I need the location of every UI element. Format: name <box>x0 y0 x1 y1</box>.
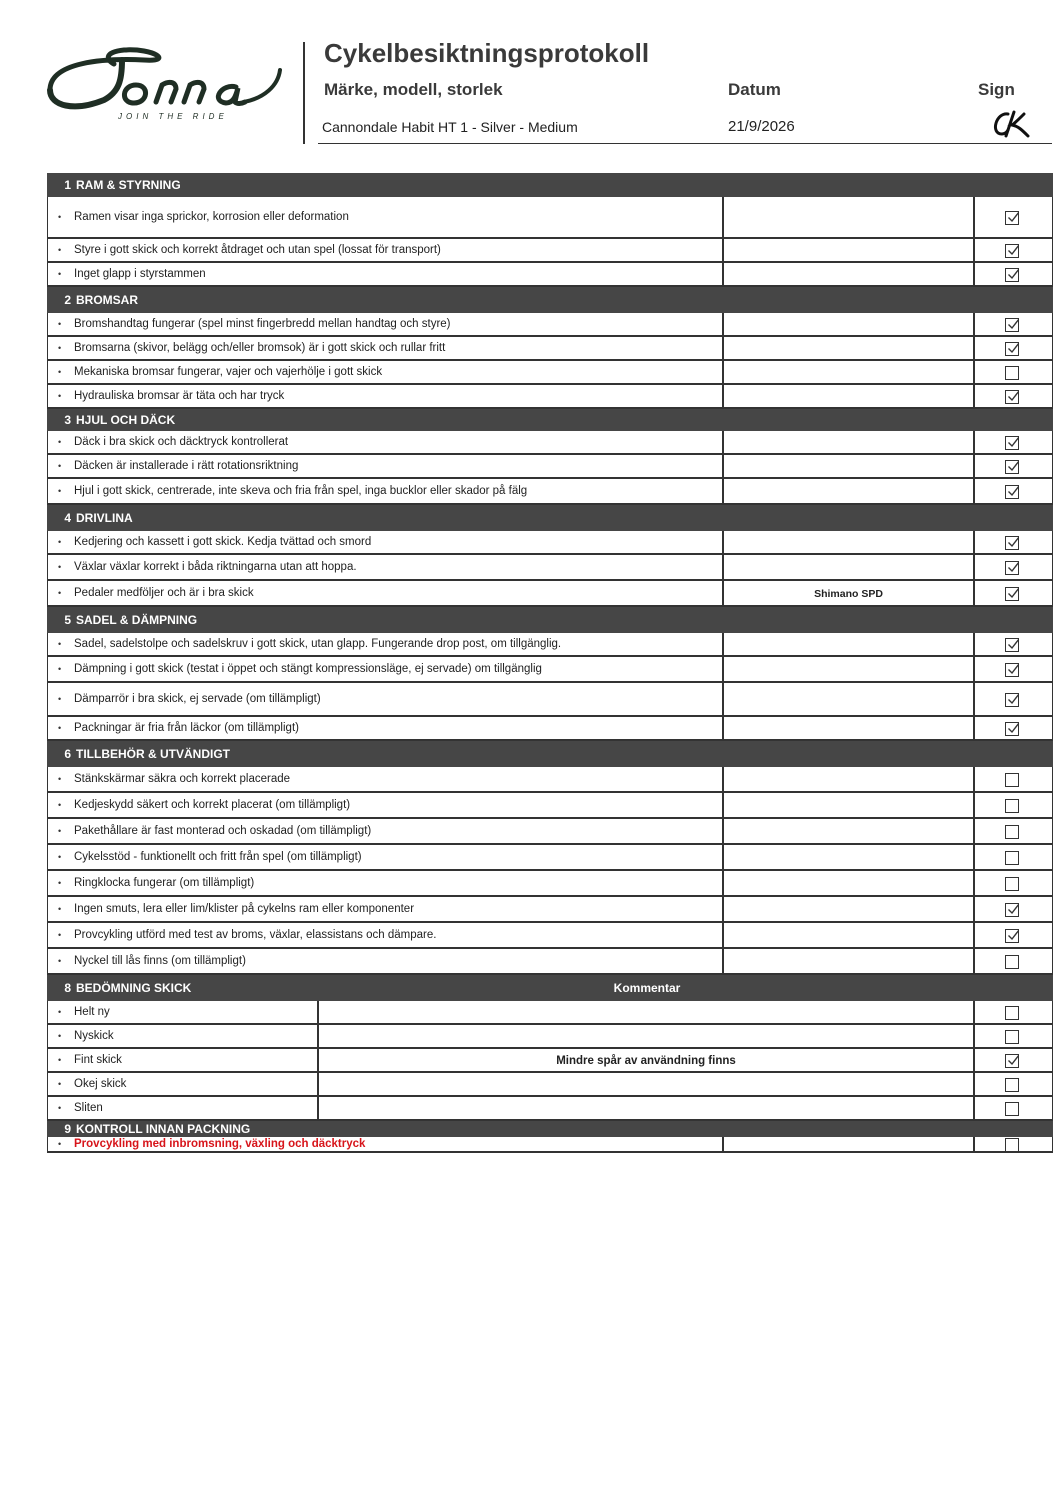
check-cell <box>975 385 1053 409</box>
section-header <box>47 409 1053 431</box>
item-text: Provcykling utförd med test av broms, växlar, elassistans och dämpare. <box>74 929 437 941</box>
value-cell[interactable] <box>319 1097 975 1121</box>
checkbox[interactable] <box>1005 663 1019 677</box>
item-text: Bromsarna (skivor, belägg och/eller bromsok) är i gott skick och rullar fritt <box>74 342 446 354</box>
item-text: Helt ny <box>74 1006 110 1018</box>
value-cell[interactable] <box>724 479 975 505</box>
check-cell <box>975 361 1053 385</box>
check-cell <box>975 1001 1053 1025</box>
section-number: 6 <box>64 747 71 761</box>
check-cell <box>975 949 1053 975</box>
check-cell <box>975 1137 1053 1153</box>
check-cell <box>975 455 1053 479</box>
checkbox[interactable] <box>1005 722 1019 736</box>
check-cell <box>975 683 1053 717</box>
checklist-row <box>47 819 1053 845</box>
value-cell[interactable] <box>724 385 975 409</box>
checklist-row <box>47 949 1053 975</box>
section-title: DRIVLINA <box>76 511 133 525</box>
value-cell[interactable] <box>724 871 975 897</box>
bullet: • <box>58 639 62 649</box>
checkbox[interactable] <box>1005 485 1019 499</box>
section-number: 1 <box>64 178 71 192</box>
bullet: • <box>58 904 62 914</box>
checklist-row <box>47 871 1053 897</box>
check-cell <box>975 1049 1053 1073</box>
section-number: 5 <box>64 613 71 627</box>
value-cell[interactable] <box>724 531 975 555</box>
item-text: Dämparrör i bra skick, ej servade (om tillämpligt) <box>74 693 321 705</box>
bullet: • <box>58 562 62 572</box>
item-text: Sliten <box>74 1102 103 1114</box>
checkbox[interactable] <box>1005 342 1019 356</box>
checklist-row <box>47 793 1053 819</box>
checkbox[interactable] <box>1005 536 1019 550</box>
value-cell[interactable] <box>724 717 975 741</box>
bullet: • <box>58 319 62 329</box>
bullet: • <box>58 664 62 674</box>
bullet: • <box>58 1139 62 1149</box>
brand-logo <box>44 40 284 130</box>
check-cell <box>975 871 1053 897</box>
checklist-row <box>47 767 1053 793</box>
section-title: RAM & STYRNING <box>76 178 181 192</box>
section-number: 4 <box>64 511 71 525</box>
item-text: Nyckel till lås finns (om tillämpligt) <box>74 955 246 967</box>
checklist-row <box>47 531 1053 555</box>
value-cell[interactable] <box>724 683 975 717</box>
check-cell <box>975 845 1053 871</box>
check-cell <box>975 263 1053 287</box>
item-text: Hjul i gott skick, centrerade, inte skeva och fria från spel, inga bucklor eller skador på fälg <box>74 485 528 497</box>
check-cell <box>975 633 1053 657</box>
checkbox[interactable] <box>1005 1078 1019 1092</box>
checkbox[interactable] <box>1005 436 1019 450</box>
bullet: • <box>58 1103 62 1113</box>
item-text: Pedaler medföljer och är i bra skick <box>74 587 254 599</box>
checklist-row <box>47 479 1053 505</box>
checklist-row <box>47 263 1053 287</box>
value-cell[interactable] <box>319 1025 975 1049</box>
check-cell <box>975 431 1053 455</box>
checklist-row <box>47 923 1053 949</box>
section-number: 8 <box>64 981 71 995</box>
bullet: • <box>58 269 62 279</box>
value-cell[interactable] <box>724 949 975 975</box>
checklist-row <box>47 197 1053 239</box>
checklist-row <box>47 845 1053 871</box>
section-number: 9 <box>64 1122 71 1136</box>
checkbox[interactable] <box>1005 825 1019 839</box>
item-text: Stänkskärmar säkra och korrekt placerade <box>74 773 291 785</box>
item-text: Dämpning i gott skick (testat i öppet och stängt kompressionsläge, ej servade) om tillgänglig <box>74 663 542 675</box>
bullet: • <box>58 437 62 447</box>
section-header <box>47 287 1053 313</box>
value-cell[interactable] <box>724 455 975 479</box>
checklist-row <box>47 385 1053 409</box>
checklist-row <box>47 431 1053 455</box>
item-text: Däcken är installerade i rätt rotationsriktning <box>74 460 299 472</box>
value-cell[interactable] <box>319 1073 975 1097</box>
checkbox[interactable] <box>1005 244 1019 258</box>
bullet: • <box>58 694 62 704</box>
checkbox[interactable] <box>1005 799 1019 813</box>
section-header <box>47 607 1053 633</box>
checkbox[interactable] <box>1005 211 1019 225</box>
checkbox[interactable] <box>1005 955 1019 969</box>
bullet: • <box>58 852 62 862</box>
bullet: • <box>58 956 62 966</box>
date-value: 21/9/2026 <box>728 118 795 135</box>
check-cell <box>975 767 1053 793</box>
checkbox[interactable] <box>1005 773 1019 787</box>
model-label: Märke, modell, storlek <box>324 80 503 99</box>
item-text: Nyskick <box>74 1030 114 1042</box>
checklist-row <box>47 1025 1053 1049</box>
bullet: • <box>58 930 62 940</box>
bullet: • <box>58 245 62 255</box>
item-text: Cykelsstöd - funktionellt och fritt från spel (om tillämpligt) <box>74 851 362 863</box>
value-cell[interactable] <box>724 197 975 239</box>
checkbox[interactable] <box>1005 460 1019 474</box>
checklist-row <box>47 455 1053 479</box>
check-cell <box>975 923 1053 949</box>
checklist-row <box>47 1097 1053 1121</box>
item-text: Pakethållare är fast monterad och oskadad (om tillämpligt) <box>74 825 372 837</box>
checkbox[interactable] <box>1005 318 1019 332</box>
item-text: Okej skick <box>74 1078 127 1090</box>
section-number: 3 <box>64 413 71 427</box>
signature <box>990 108 1038 140</box>
check-cell <box>975 1025 1053 1049</box>
bullet: • <box>58 461 62 471</box>
checkbox[interactable] <box>1005 903 1019 917</box>
checkbox[interactable] <box>1005 851 1019 865</box>
bullet: • <box>58 537 62 547</box>
section-header <box>47 741 1053 767</box>
section-title: BROMSAR <box>76 293 138 307</box>
check-cell <box>975 479 1053 505</box>
item-text: Styre i gott skick och korrekt åtdraget och utan spel (lossat för transport) <box>74 244 441 256</box>
item-text: Ingen smuts, lera eller lim/klister på cykelns ram eller komponenter <box>74 903 415 915</box>
checkbox[interactable] <box>1005 587 1019 601</box>
item-text: Ramen visar inga sprickor, korrosion eller deformation <box>74 211 349 223</box>
item-text: Packningar är fria från läckor (om tillämpligt) <box>74 722 299 734</box>
value-cell[interactable] <box>724 897 975 923</box>
section-header <box>47 173 1053 197</box>
value-cell[interactable] <box>724 555 975 581</box>
value-cell[interactable] <box>724 819 975 845</box>
checklist-row <box>47 1137 1053 1153</box>
bullet: • <box>58 826 62 836</box>
document-title: Cykelbesiktningsprotokoll <box>324 38 650 68</box>
item-text: Bromshandtag fungerar (spel minst fingerbredd mellan handtag och styre) <box>74 318 451 330</box>
checklist-row <box>47 633 1053 657</box>
value-cell[interactable] <box>724 361 975 385</box>
item-text: Mekaniska bromsar fungerar, vajer och vajerhölje i gott skick <box>74 366 383 378</box>
bullet: • <box>58 212 62 222</box>
value-cell[interactable] <box>724 1137 975 1153</box>
check-cell <box>975 239 1053 263</box>
checklist-row <box>47 1001 1053 1025</box>
value-cell[interactable] <box>724 263 975 287</box>
value-cell[interactable] <box>724 767 975 793</box>
check-cell <box>975 1097 1053 1121</box>
item-text: Fint skick <box>74 1054 122 1066</box>
bullet: • <box>58 774 62 784</box>
value-cell[interactable] <box>724 923 975 949</box>
value-cell[interactable] <box>724 313 975 337</box>
checklist-row <box>47 313 1053 337</box>
checkbox[interactable] <box>1005 1054 1019 1068</box>
item-text: Sadel, sadelstolpe och sadelskruv i gott skick, utan glapp. Fungerande drop post, om tillgänglig. <box>74 638 562 650</box>
checklist-row <box>47 897 1053 923</box>
checklist-row <box>47 683 1053 717</box>
bullet: • <box>58 800 62 810</box>
value-cell[interactable] <box>724 845 975 871</box>
value-cell[interactable] <box>724 337 975 361</box>
check-cell <box>975 1073 1053 1097</box>
item-text: Hydrauliska bromsar är täta och har tryck <box>74 390 285 402</box>
check-cell <box>975 581 1053 607</box>
checklist-table <box>47 173 1053 1153</box>
checklist-row <box>47 361 1053 385</box>
bullet: • <box>58 1055 62 1065</box>
bullet: • <box>58 878 62 888</box>
checklist-row <box>47 337 1053 361</box>
date-label: Datum <box>728 80 781 99</box>
checkbox[interactable] <box>1005 1138 1019 1152</box>
header-underline <box>318 143 1052 144</box>
checklist-row <box>47 555 1053 581</box>
value-cell[interactable]: Shimano SPD <box>724 581 975 607</box>
section-header <box>47 975 1053 1001</box>
checkbox[interactable] <box>1005 390 1019 404</box>
bullet: • <box>58 1031 62 1041</box>
value-cell[interactable] <box>724 633 975 657</box>
checklist-row <box>47 1073 1053 1097</box>
bullet: • <box>58 1007 62 1017</box>
checkbox[interactable] <box>1005 929 1019 943</box>
bullet: • <box>58 391 62 401</box>
check-cell <box>975 657 1053 683</box>
checklist-row <box>47 239 1053 263</box>
check-cell <box>975 531 1053 555</box>
value-cell[interactable] <box>319 1001 975 1025</box>
section-header <box>47 1121 1053 1137</box>
section-title: BEDÖMNING SKICK <box>76 981 192 995</box>
bullet: • <box>58 723 62 733</box>
check-cell <box>975 555 1053 581</box>
check-cell <box>975 313 1053 337</box>
section-title: KONTROLL INNAN PACKNING <box>76 1122 251 1136</box>
checklist-row <box>47 1049 1053 1073</box>
checkbox[interactable] <box>1005 638 1019 652</box>
section-title: HJUL OCH DÄCK <box>76 413 176 427</box>
checkbox[interactable] <box>1005 561 1019 575</box>
section-header <box>47 505 1053 531</box>
header-divider <box>303 42 305 144</box>
item-text: Däck i bra skick och däcktryck kontrollerat <box>74 436 289 448</box>
value-cell[interactable] <box>724 239 975 263</box>
bullet: • <box>58 367 62 377</box>
item-text: Växlar växlar korrekt i båda riktningarna utan att hoppa. <box>74 561 357 573</box>
item-text: Kedjeskydd säkert och korrekt placerat (om tillämpligt) <box>74 799 351 811</box>
checkbox[interactable] <box>1005 268 1019 282</box>
bullet: • <box>58 588 62 598</box>
bullet: • <box>58 1079 62 1089</box>
item-text: Inget glapp i styrstammen <box>74 268 206 280</box>
check-cell <box>975 897 1053 923</box>
value-cell[interactable] <box>724 793 975 819</box>
check-cell <box>975 197 1053 239</box>
checklist-row <box>47 581 1053 607</box>
check-cell <box>975 717 1053 741</box>
checkbox[interactable] <box>1005 693 1019 707</box>
checkbox[interactable] <box>1005 1006 1019 1020</box>
item-text: Ringklocka fungerar (om tillämpligt) <box>74 877 255 889</box>
check-cell <box>975 819 1053 845</box>
checkbox[interactable] <box>1005 1030 1019 1044</box>
value-cell[interactable] <box>724 657 975 683</box>
checklist-row <box>47 657 1053 683</box>
value-cell[interactable] <box>724 431 975 455</box>
item-text: Provcykling med inbromsning, växling och däcktryck <box>74 1138 366 1150</box>
checkbox[interactable] <box>1005 366 1019 380</box>
check-cell <box>975 793 1053 819</box>
brand-tagline: JOIN THE RIDE <box>118 112 228 121</box>
model-value: Cannondale Habit HT 1 - Silver - Medium <box>322 119 578 135</box>
bullet: • <box>58 343 62 353</box>
value-cell[interactable]: Mindre spår av användning finns <box>319 1049 975 1073</box>
checkbox[interactable] <box>1005 877 1019 891</box>
checklist-row <box>47 717 1053 741</box>
comment-column-header: Kommentar <box>613 981 681 995</box>
bullet: • <box>58 486 62 496</box>
item-text: Kedjering och kassett i gott skick. Kedja tvättad och smord <box>74 536 372 548</box>
section-title: SADEL & DÄMPNING <box>76 613 198 627</box>
checkbox[interactable] <box>1005 1102 1019 1116</box>
section-number: 2 <box>64 293 71 307</box>
section-title: TILLBEHÖR & UTVÄNDIGT <box>76 747 230 761</box>
sign-label: Sign <box>978 80 1015 99</box>
check-cell <box>975 337 1053 361</box>
